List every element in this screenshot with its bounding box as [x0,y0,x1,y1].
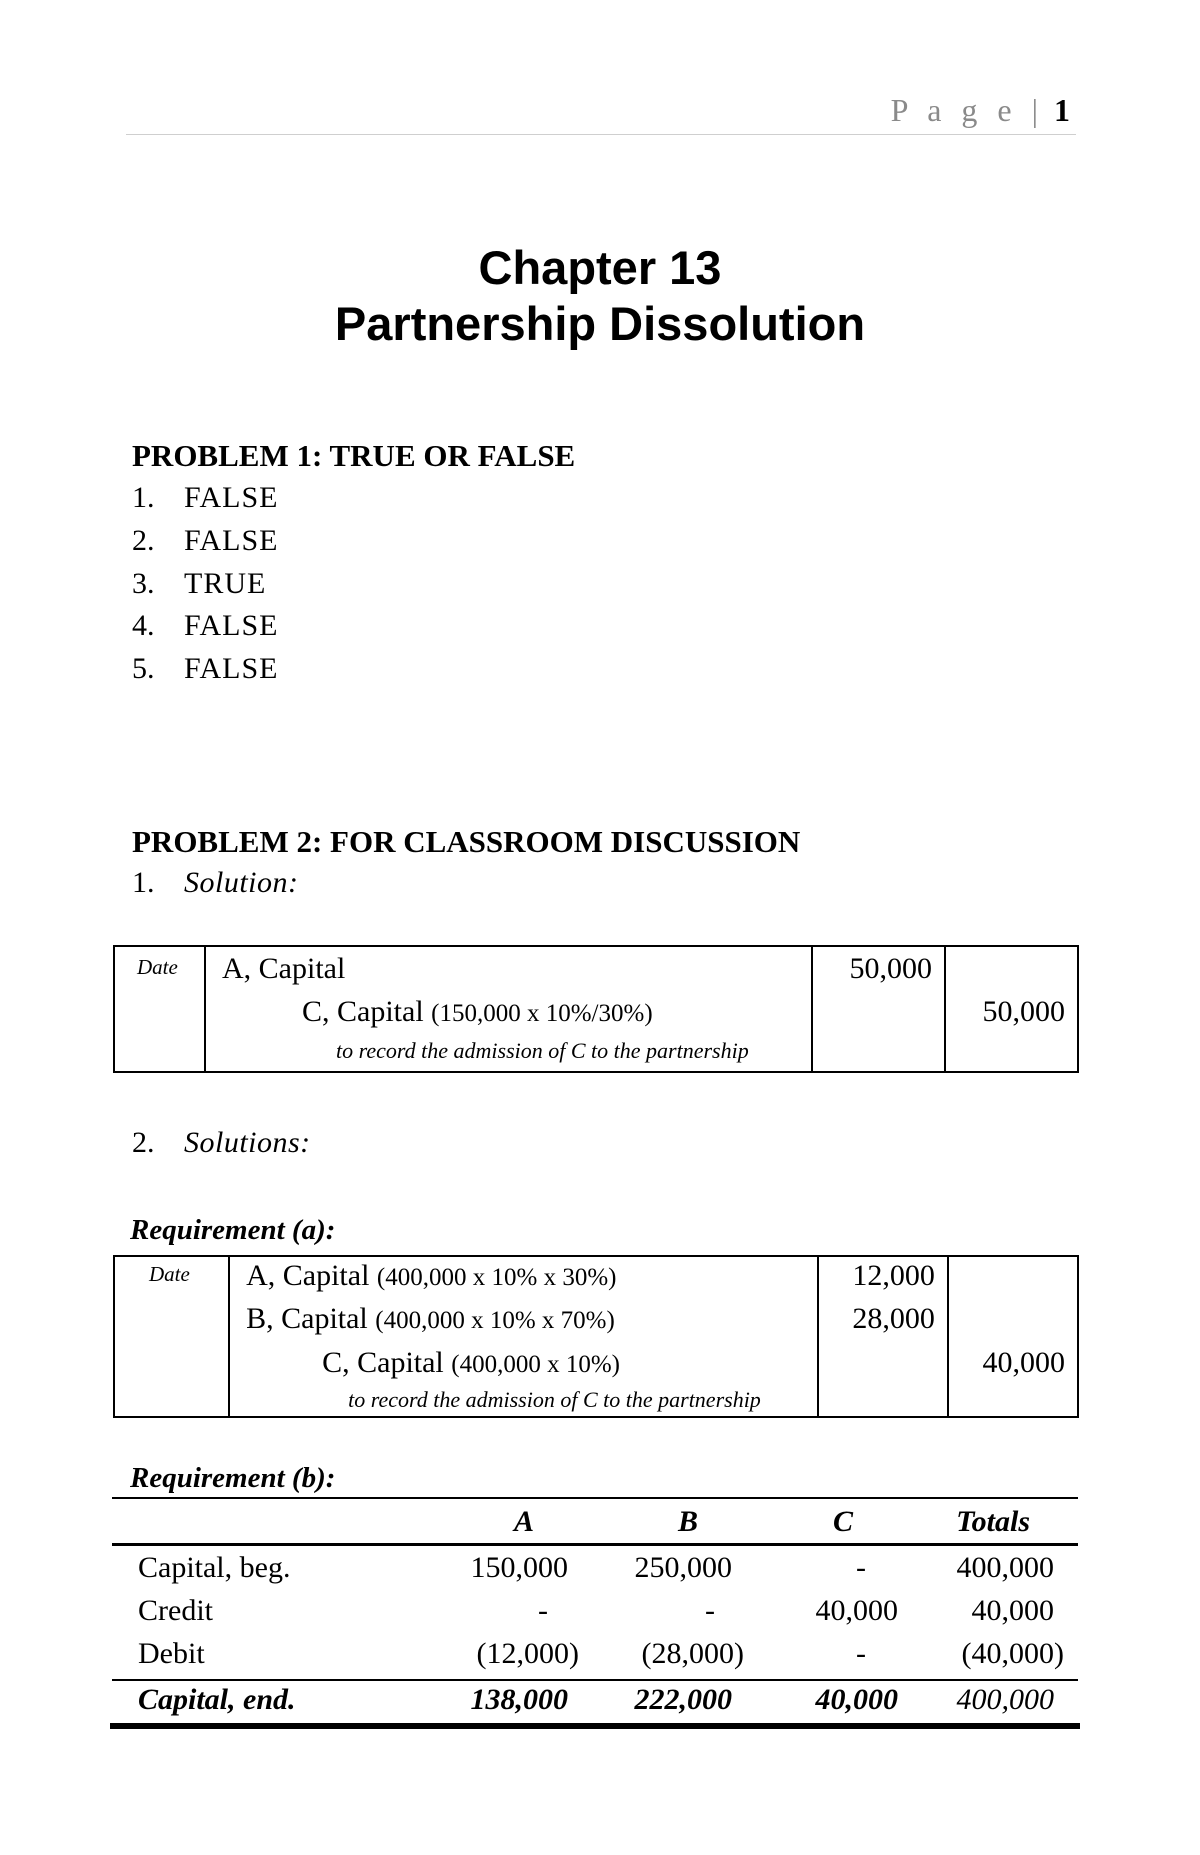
chapter-title: Chapter 13 [478,241,722,294]
total-rule [112,1679,1078,1681]
debit-amount: 50,000 [849,952,932,985]
problem2-heading: PROBLEM 2: FOR CLASSROOM DISCUSSION [132,824,801,859]
debit-amount-b: 28,000 [852,1302,935,1335]
solution-item-1: 1. Solution: [132,866,299,899]
debit-account: A, Capital [222,952,346,985]
entry-note: to record the admission of C to the partnership [336,1038,749,1063]
list-item: 2. FALSE [132,524,279,557]
page-label: P a g e [890,92,1018,128]
credit-amount: 50,000 [982,995,1065,1028]
solution-item-2: 2. Solutions: [132,1126,311,1159]
entry-note: to record the admission of C to the partnership [348,1387,761,1412]
credit-line-c: C, Capital (400,000 x 10%) [322,1346,620,1379]
page-indicator [891,92,1070,129]
debit-line-b: B, Capital (400,000 x 10% x 70%) [246,1302,615,1335]
credit-amount-c: 40,000 [982,1346,1065,1379]
date-label: Date [137,955,178,979]
col-header-a: A [513,1505,534,1538]
top-rule [112,1497,1078,1499]
requirement-b-label: Requirement (b): [130,1462,336,1494]
journal-entry-2 [113,1255,1079,1418]
debit-amount-a: 12,000 [852,1259,935,1292]
page-header [126,92,1076,135]
col-header-c: C [832,1505,853,1538]
table-row: Capital, beg. 150,000 250,000 - 400,000 [138,1551,1054,1584]
table-row-total: Capital, end. 138,000 222,000 40,000 400,000 [138,1683,1054,1716]
debit-line-a: A, Capital (400,000 x 10% x 30%) [246,1259,617,1292]
date-label: Date [149,1262,190,1286]
problem1-heading: PROBLEM 1: TRUE OR FALSE [132,438,576,473]
requirement-a-label: Requirement (a): [130,1214,336,1246]
column-headers [112,1505,1078,1545]
journal-entry-1 [113,945,1079,1073]
list-item: 1. FALSE [132,481,279,514]
credit-line: C, Capital (150,000 x 10%/30%) [302,995,653,1028]
list-item: 5. FALSE [132,652,279,685]
chapter-subtitle: Partnership Dissolution [334,297,866,350]
col-header-totals: Totals [956,1505,1030,1538]
table-row: Credit - - 40,000 40,000 [138,1594,1054,1627]
list-item: 4. FALSE [132,609,279,642]
table-row: Debit (12,000) (28,000) - (40,000) [138,1637,1064,1670]
page-separator: | [1031,92,1040,128]
col-header-b: B [677,1505,698,1538]
header-rule [112,1543,1078,1546]
bottom-double-rule [110,1723,1080,1729]
page-number: 1 [1054,92,1070,128]
list-item: 3. TRUE [132,567,267,600]
